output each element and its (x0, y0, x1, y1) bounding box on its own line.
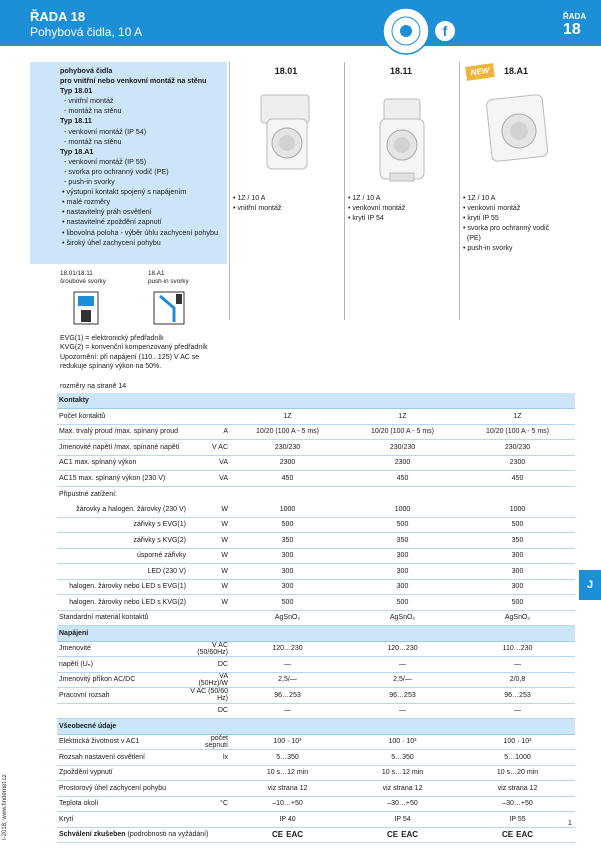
cell-value: 500 (345, 517, 460, 533)
product-features (463, 194, 549, 254)
table-row (57, 517, 575, 533)
logo-area (375, 6, 535, 58)
cell-value: viz strana 12 (230, 781, 345, 797)
row-unit: VA (188, 471, 230, 487)
table-row (57, 533, 575, 549)
table-row (57, 424, 575, 440)
cell-value: 96…253 (230, 688, 345, 704)
intro-line: • libovolná poloha - výběr úhlu zachycení pohybu (62, 227, 218, 237)
section-title: Všeobecné údaje (57, 719, 575, 735)
table-row (57, 610, 575, 626)
product-column-18-a1 (459, 62, 573, 262)
row-label: AC1 max. spínaný výkon (57, 455, 188, 471)
cert-mark: EAC (516, 830, 533, 840)
cell-value: 450 (460, 471, 575, 487)
row-label: Teplota okolí (57, 796, 188, 812)
row-label: žárovky a halogen. žárovky (230 V) (57, 502, 188, 518)
row-label: Elektrická životnost v AC1 (57, 734, 188, 750)
table-row (57, 688, 575, 704)
product-name: 18.A1 (503, 66, 529, 76)
row-unit (188, 812, 230, 828)
cell-value: IP 54 (345, 812, 460, 828)
approvals-row (57, 827, 575, 843)
intro-line: Typ 18.A1 (60, 146, 94, 156)
row-unit: W (188, 502, 230, 518)
cell-value: 1Z (230, 409, 345, 425)
row-label: Rozsah nastavení osvětlení (57, 750, 188, 766)
cert-mark: CE (386, 830, 399, 840)
row-label: Pracovní rozsah (57, 688, 188, 704)
table-row (57, 796, 575, 812)
table-row (57, 657, 575, 673)
dimensions-reference: rozměry na straně 14 (60, 383, 127, 390)
table-row (57, 409, 575, 425)
feature-line: • svorka pro ochranný vodič (463, 225, 550, 232)
row-label: Standardní materiál kontaktů (57, 610, 188, 626)
cert-marks (230, 827, 345, 843)
approvals-label (57, 827, 230, 843)
series-label: ŘADA (563, 12, 587, 21)
row-unit: lx (188, 750, 230, 766)
cell-value: 5…1000 (460, 750, 575, 766)
section-general (57, 719, 575, 735)
cell-value: 230/230 (460, 440, 575, 456)
cell-value: 1000 (230, 502, 345, 518)
cell-value: 100 · 10³ (230, 734, 345, 750)
row-label: Zpoždění vypnutí (57, 765, 188, 781)
load-heading-row (57, 486, 575, 502)
intro-line: • nastavitelný práh osvětlení (62, 207, 152, 217)
cell-value: 230/230 (230, 440, 345, 456)
feature-line: • krytí IP 55 (463, 215, 499, 222)
cell-value: 450 (345, 471, 460, 487)
cell-value: 500 (230, 595, 345, 611)
intro-line: - montáž na stěnu (64, 106, 122, 116)
section-title: Napájení (57, 626, 575, 642)
row-unit: W (188, 548, 230, 564)
cell-value: 2300 (345, 455, 460, 471)
table-row (57, 455, 575, 471)
row-unit (188, 781, 230, 797)
terminal-right-title: 18.A1 (148, 270, 165, 277)
note-warning-2: redukuje spínaný výkon na 50%. (60, 363, 162, 371)
row-unit: DC (188, 657, 230, 673)
cell-value: IP 55 (460, 812, 575, 828)
terminal-left-sub: šroubové svorky (60, 278, 106, 285)
row-unit: °C (188, 796, 230, 812)
feature-line: • 1Z / 10 A (233, 195, 266, 202)
table-row (57, 672, 575, 688)
feature-line: • venkovní montáž (348, 205, 406, 212)
cell-value: 300 (230, 564, 345, 580)
row-label (57, 703, 188, 719)
row-label: napětí (Uₙ) (57, 657, 188, 673)
table-row (57, 548, 575, 564)
row-unit (188, 610, 230, 626)
cell-value: — (345, 703, 460, 719)
row-unit (188, 409, 230, 425)
cell-value: 300 (230, 548, 345, 564)
product-features (348, 194, 405, 224)
intro-line: - push-in svorky (64, 177, 115, 187)
cell-value: viz strana 12 (345, 781, 460, 797)
row-unit: V AC (50/60 Hz) (188, 688, 230, 704)
feature-line: • krytí IP 54 (348, 215, 384, 222)
load-heading: Připustné zatížení: (59, 490, 117, 498)
product-name: 18.01 (274, 66, 298, 76)
cell-value: 5…350 (345, 750, 460, 766)
product-column-18-11 (344, 62, 458, 262)
cert-marks (345, 827, 460, 843)
cell-value: 120…230 (230, 641, 345, 657)
row-unit: VA (188, 455, 230, 471)
cell-value: 1Z (460, 409, 575, 425)
cell-value: 500 (230, 517, 345, 533)
cell-value: 500 (460, 595, 575, 611)
terminal-left-title: 18.01/18.11 (60, 270, 93, 277)
cell-value: 100 · 10³ (460, 734, 575, 750)
spec-table (57, 393, 575, 843)
intro-line: • nastavitelné zpoždění zapnutí (62, 217, 162, 227)
feature-line: • push-in svorky (463, 245, 513, 252)
intro-heading: pohybová čidla (60, 66, 113, 75)
row-unit: W (188, 595, 230, 611)
new-badge: NEW (465, 63, 495, 81)
cell-value: AgSnO₂ (345, 610, 460, 626)
cert-mark: EAC (286, 830, 303, 840)
cell-value: 10 s…12 min (230, 765, 345, 781)
feature-line: • venkovní montáž (463, 205, 521, 212)
cell-value: 100 · 10³ (345, 734, 460, 750)
cell-value: — (230, 703, 345, 719)
row-label: Prostorový úhel zachycení pohybu (57, 781, 188, 797)
section-tab-j: J (579, 570, 601, 600)
cell-value: –30…+50 (460, 796, 575, 812)
cell-value: 10 s…12 min (345, 765, 460, 781)
cell-value: viz strana 12 (460, 781, 575, 797)
row-label: úsporné zářivky (57, 548, 188, 564)
intro-line: Typ 18.11 (60, 116, 92, 126)
cell-value: 2300 (230, 455, 345, 471)
table-row (57, 440, 575, 456)
cell-value: 110…230 (460, 641, 575, 657)
intro-line: - vnitřní montáž (64, 96, 114, 106)
row-unit: DC (188, 703, 230, 719)
note-warning: Upozornění: při napájení (110...125) V AC se (60, 353, 200, 361)
cell-value: 10/20 (100 A - 5 ms) (345, 424, 460, 440)
row-label: halogen. žárovky nebo LED s KVG(2) (57, 595, 188, 611)
intro-line: • výstupní kontakt spojený s napájením (62, 187, 187, 197)
cell-value: 300 (345, 548, 460, 564)
intro-heading-2: pro vnitřní nebo venkovní montáž na stěnu (60, 76, 207, 86)
cell-value: 350 (230, 533, 345, 549)
cell-value: 2/0,8 (460, 672, 575, 688)
row-unit: počet sepnutí (188, 734, 230, 750)
product-column-18-01 (229, 62, 343, 262)
table-row (57, 750, 575, 766)
cell-value: AgSnO₂ (460, 610, 575, 626)
cell-value: 10/20 (100 A - 5 ms) (230, 424, 345, 440)
table-row (57, 564, 575, 580)
row-label: Max. trvalý proud /max. spínaný proud (57, 424, 188, 440)
cell-value: 300 (345, 564, 460, 580)
feature-line: (PE) (463, 235, 481, 242)
section-title: Kontakty (57, 393, 575, 409)
intro-line: - venkovní montáž (IP 54) (64, 126, 147, 136)
intro-feature-list (60, 86, 223, 248)
intro-box (30, 62, 227, 264)
section-contacts (57, 393, 575, 409)
row-unit: V AC (50/60Hz) (188, 641, 230, 657)
row-label: Krytí (57, 812, 188, 828)
table-row (57, 781, 575, 797)
cell-value: 500 (460, 517, 575, 533)
row-label: LED (230 V) (57, 564, 188, 580)
cell-value: — (460, 703, 575, 719)
table-row (57, 595, 575, 611)
notes (60, 334, 240, 372)
cert-mark: CE (501, 830, 514, 840)
intro-line: - svorka pro ochranný vodič (PE) (64, 166, 169, 176)
brand-name: finder (460, 20, 511, 41)
note-kvg: KVG(2) = konvenční kompenzovaný předřadník (60, 344, 208, 352)
series-tab (551, 0, 601, 46)
cell-value: 2,5/— (345, 672, 460, 688)
intro-line: • široký úhel zachycení pohybu (62, 237, 161, 247)
cell-value: — (460, 657, 575, 673)
approvals-note: (podrobnosti na vyžádání) (127, 831, 209, 839)
page-number: 1 (568, 820, 572, 827)
row-unit: W (188, 533, 230, 549)
row-label: AC15 max. spínaný výkon (230 V) (57, 471, 188, 487)
cert-marks (460, 827, 575, 843)
intro-line: - montáž na stěnu (64, 136, 122, 146)
page-subtitle: Pohybová čidla, 10 A (30, 25, 143, 39)
cell-value: 1000 (460, 502, 575, 518)
feature-line: • 1Z / 10 A (348, 195, 381, 202)
feature-line: • 1Z / 10 A (463, 195, 496, 202)
row-label: Jmenovité (57, 641, 188, 657)
table-row (57, 765, 575, 781)
table-row (57, 641, 575, 657)
table-row (57, 734, 575, 750)
cert-mark: EAC (401, 830, 418, 840)
cell-value: AgSnO₂ (230, 610, 345, 626)
intro-line: - venkovní montáž (IP 55) (64, 156, 147, 166)
intro-line: • malé rozměry (62, 197, 111, 207)
screw-terminal-icon (72, 290, 100, 326)
cell-value: 300 (460, 564, 575, 580)
cell-value: 2,5/— (230, 672, 345, 688)
motion-sensor-18-01-image (251, 87, 323, 247)
row-unit: W (188, 564, 230, 580)
cell-value: 300 (345, 579, 460, 595)
table-row (57, 502, 575, 518)
row-unit: V AC (188, 440, 230, 456)
row-unit: VA (50Hz)/W (188, 672, 230, 688)
cell-value: 300 (230, 579, 345, 595)
cell-value: 350 (345, 533, 460, 549)
cell-value: IP 40 (230, 812, 345, 828)
finder-logo-icon: f (433, 19, 457, 43)
table-row (57, 703, 575, 719)
finder-logo (433, 18, 510, 44)
cell-value: 2300 (460, 455, 575, 471)
cell-value: 300 (460, 579, 575, 595)
row-unit: A (188, 424, 230, 440)
product-features (233, 194, 281, 214)
footer-vertical-text: I-2018, www.findernet.cz (2, 774, 8, 840)
table-row (57, 471, 575, 487)
table-row (57, 812, 575, 828)
registered-design-seal (381, 6, 431, 56)
cell-value: 120…230 (345, 641, 460, 657)
feature-line: • vnitřní montáž (233, 205, 282, 212)
product-name: 18.11 (389, 66, 413, 76)
row-label: Jmenovité napětí /max. spínané napětí (57, 440, 188, 456)
terminal-right-sub: push-in svorky (148, 278, 189, 285)
cert-mark: CE (271, 830, 284, 840)
row-unit: W (188, 517, 230, 533)
table-row (57, 579, 575, 595)
cell-value: — (230, 657, 345, 673)
section-power (57, 626, 575, 642)
cell-value: 96…253 (460, 688, 575, 704)
cell-value: 1000 (345, 502, 460, 518)
cell-value: 96…253 (345, 688, 460, 704)
note-evg: EVG(1) = elektronický předřadník (60, 335, 164, 342)
push-in-terminal-icon (152, 290, 188, 326)
cell-value: 10/20 (100 A - 5 ms) (460, 424, 575, 440)
cell-value: — (345, 657, 460, 673)
intro-line: Typ 18.01 (60, 86, 93, 96)
approvals-title: Schválení zkušeben (59, 831, 126, 839)
cell-value: 1Z (345, 409, 460, 425)
cell-value: 10 s…20 min (460, 765, 575, 781)
cell-value: 5…350 (230, 750, 345, 766)
cell-value: 300 (460, 548, 575, 564)
row-label: zářivky s KVG(2) (57, 533, 188, 549)
cell-value: 450 (230, 471, 345, 487)
cell-value: 350 (460, 533, 575, 549)
row-unit (188, 765, 230, 781)
series-number: 18 (563, 21, 581, 38)
row-label: Jmenovitý příkon AC/DC (57, 672, 188, 688)
cell-value: –30…+50 (345, 796, 460, 812)
cell-value: –10…+50 (230, 796, 345, 812)
cell-value: 500 (345, 595, 460, 611)
page-title: ŘADA 18 (30, 9, 86, 24)
cell-value: 230/230 (345, 440, 460, 456)
row-label: zářivky s EVG(1) (57, 517, 188, 533)
row-label: halogen. žárovky nebo LED s EVG(1) (57, 579, 188, 595)
row-label: Počet kontaktů (57, 409, 188, 425)
row-unit: W (188, 579, 230, 595)
